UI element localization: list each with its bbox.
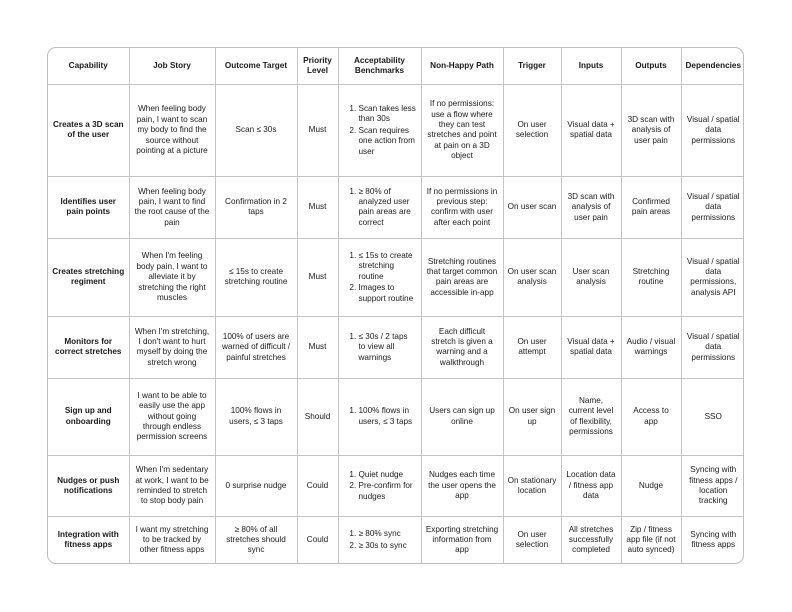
priority-cell: Must [297,317,338,379]
benchmark-item: 1. ≥ 80% sync [359,529,417,539]
table-row [48,455,744,517]
outcome-target-cell: 100% of users are warned of difficult / painful stretches [215,317,297,379]
job-story-cell: When feeling body pain, I want to scan my body to find the source without pointing at a picture [129,85,215,177]
benchmarks-list [345,332,417,363]
benchmark-item: 1. ≤ 15s to create stretching routine [359,251,417,282]
benchmark-item: 2. Images to support routine [359,283,417,304]
outcome-target-cell: ≤ 15s to create stretching routine [215,238,297,316]
header-row [48,48,744,85]
inputs-cell: Visual data + spatial data [561,85,621,177]
benchmarks-list [345,251,417,304]
capability-table [48,48,744,563]
trigger-cell: On stationary location [503,455,561,517]
dependencies-cell: Visual / spatial data permissions, analysis API [681,238,744,316]
benchmark-item: 1. Quiet nudge [359,470,417,480]
capability-table-frame [47,47,744,564]
benchmark-item: 1. Scan takes less than 30s [359,104,417,125]
priority-cell: Could [297,455,338,517]
non-happy-path-cell: If no permissions: use a flow where they can test stretches and point at pain on a 3D object [421,85,503,177]
benchmark-item: 2. Pre-confirm for nudges [359,481,417,502]
header-job-story: Job Story [129,48,215,85]
header-outputs: Outputs [621,48,681,85]
dependencies-cell: SSO [681,378,744,455]
trigger-cell: On user scan [503,176,561,238]
benchmarks-list [345,470,417,502]
outputs-cell: Access to app [621,378,681,455]
inputs-cell: Visual data + spatial data [561,317,621,379]
dependencies-cell: Syncing with fitness apps / location tracking [681,455,744,517]
table-row [48,317,744,379]
inputs-cell: All stretches successfully completed [561,517,621,563]
outputs-cell: Confirmed pain areas [621,176,681,238]
dependencies-cell: Visual / spatial data permissions [681,85,744,177]
table-row [48,238,744,316]
non-happy-path-cell: Exporting stretching information from app [421,517,503,563]
job-story-cell: When I'm stretching, I don't want to hurt myself by doing the stretch wrong [129,317,215,379]
non-happy-path-cell: If no permissions in previous step: confirm with user after each point [421,176,503,238]
outcome-target-cell: 100% flows in users, ≤ 3 taps [215,378,297,455]
table-row [48,85,744,177]
trigger-cell: On user sign up [503,378,561,455]
inputs-cell: Location data / fitness app data [561,455,621,517]
header-priority-level: Priority Level [297,48,338,85]
capability-cell: Monitors for correct stretches [48,317,129,379]
capability-cell: Identifies user pain points [48,176,129,238]
benchmark-item: 1. ≤ 30s / 2 taps to view all warnings [359,332,417,363]
outputs-cell: Audio / visual warnings [621,317,681,379]
outcome-target-cell: 0 surprise nudge [215,455,297,517]
header-trigger: Trigger [503,48,561,85]
header-outcome-target: Outcome Target [215,48,297,85]
benchmarks-cell [338,517,421,563]
header-inputs: Inputs [561,48,621,85]
benchmarks-cell [338,85,421,177]
benchmarks-list [345,104,417,157]
non-happy-path-cell: Stretching routines that target common pain areas are accessible in-app [421,238,503,316]
priority-cell: Must [297,238,338,316]
capability-cell: Creates a 3D scan of the user [48,85,129,177]
inputs-cell: Name, current level of flexibility, permissions [561,378,621,455]
outputs-cell: Nudge [621,455,681,517]
non-happy-path-cell: Users can sign up online [421,378,503,455]
header-acceptability-benchmarks: Acceptability Benchmarks [338,48,421,85]
trigger-cell: On user scan analysis [503,238,561,316]
header-non-happy-path: Non-Happy Path [421,48,503,85]
priority-cell: Must [297,176,338,238]
benchmarks-cell [338,378,421,455]
benchmark-item: 2. Scan requires one action from user [359,126,417,157]
benchmarks-cell [338,317,421,379]
capability-cell: Integration with fitness apps [48,517,129,563]
benchmarks-cell [338,176,421,238]
outputs-cell: Stretching routine [621,238,681,316]
outcome-target-cell: Confirmation in 2 taps [215,176,297,238]
benchmarks-cell [338,238,421,316]
capability-cell: Nudges or push notifications [48,455,129,517]
dependencies-cell: Syncing with fitness apps [681,517,744,563]
header-capability: Capability [48,48,129,85]
trigger-cell: On user attempt [503,317,561,379]
benchmark-item: 1. 100% flows in users, ≤ 3 taps [359,406,417,427]
job-story-cell: When I'm sedentary at work, I want to be reminded to stretch to stop body pain [129,455,215,517]
dependencies-cell: Visual / spatial data permissions [681,176,744,238]
trigger-cell: On user selection [503,517,561,563]
outcome-target-cell: ≥ 80% of all stretches should sync [215,517,297,563]
outputs-cell: Zip / fitness app file (if not auto synced) [621,517,681,563]
capability-cell: Creates stretching regiment [48,238,129,316]
job-story-cell: When feeling body pain, I want to find the root cause of the pain [129,176,215,238]
non-happy-path-cell: Nudges each time the user opens the app [421,455,503,517]
dependencies-cell: Visual / spatial data permissions [681,317,744,379]
benchmarks-cell [338,455,421,517]
benchmark-item: 2. ≥ 30s to sync [359,541,417,551]
priority-cell: Should [297,378,338,455]
job-story-cell: I want my stretching to be tracked by other fitness apps [129,517,215,563]
outcome-target-cell: Scan ≤ 30s [215,85,297,177]
priority-cell: Must [297,85,338,177]
benchmark-item: 1. ≥ 80% of analyzed user pain areas are correct [359,187,417,229]
capability-cell: Sign up and onboarding [48,378,129,455]
outputs-cell: 3D scan with analysis of user pain [621,85,681,177]
priority-cell: Could [297,517,338,563]
inputs-cell: User scan analysis [561,238,621,316]
trigger-cell: On user selection [503,85,561,177]
benchmarks-list [345,406,417,427]
benchmarks-list [345,529,417,551]
header-dependencies: Dependencies [681,48,744,85]
job-story-cell: When I'm feeling body pain, I want to alleviate it by stretching the right muscles [129,238,215,316]
non-happy-path-cell: Each difficult stretch is given a warning and a walkthrough [421,317,503,379]
job-story-cell: I want to be able to easily use the app without going through endless permission screens [129,378,215,455]
inputs-cell: 3D scan with analysis of user pain [561,176,621,238]
benchmarks-list [345,187,417,229]
table-row [48,517,744,563]
table-row [48,176,744,238]
table-row [48,378,744,455]
